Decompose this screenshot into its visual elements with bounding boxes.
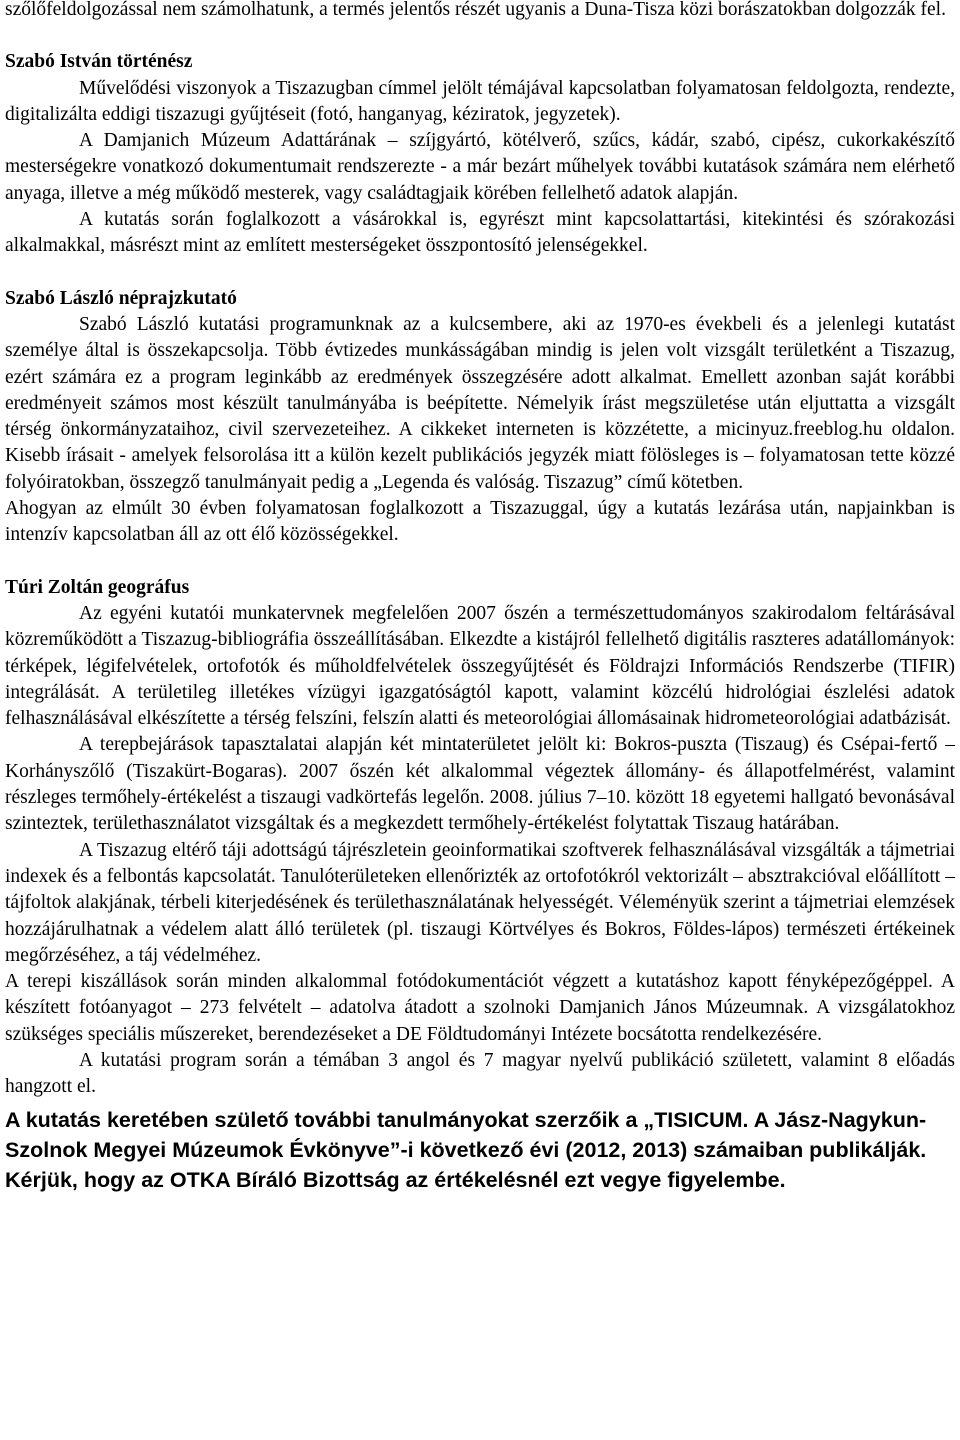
- paragraph: Az egyéni kutatói munkatervnek megfelelően 2007 őszén a természettudományos szakirodalom feltárásával közreműködött a Tiszazug-bibliográfia összeállításában. Elkezdte a kistájról fellelhető digitális raszteres adatállományok: térképek, légifelvételek, ortofotók és műholdfelvételek összegyűjtését és Földrajzi Információs Rendszerbe (TIFIR) integrálását. A területileg illetékes vízügyi igazgatóságtól kapott, valamint közcélú hidrológiai észlelési adatok felhasználásával elkészítette a térség felszíni, felszín alatti és meteorológiai állomásainak hidrometeorológiai adatbázisát.: [5, 602, 955, 730]
- paragraph: Művelődési viszonyok a Tiszazugban címmel jelölt témájával kapcsolatban folyamatosan feldolgozta, rendezte, digitalizálta eddigi tiszazugi gyűjtéseit (fotó, hanganyag, kéziratok, jegyzetek).: [5, 77, 955, 125]
- section-heading-turi-zoltan: Túri Zoltán geográfus: [5, 576, 190, 598]
- paragraph: A terepi kiszállások során minden alkalommal fotódokumentációt végzett a kutatáshoz kapott fényképezőgéppel. A készített fotóanyagot – 273 felvételt – adatolva átadott a szolnoki Damjanich János Múzeumnak. A vizsgálatokhoz szükséges speciális műszereket, berendezéseket a DE Földtudományi Intézete bocsátotta rendelkezésére.: [5, 971, 955, 1045]
- paragraph: A kutatási program során a témában 3 angol és 7 magyar nyelvű publikáció született, valamint 8 előadás hangzott el.: [5, 1049, 955, 1098]
- intro-paragraph: szőlőfeldolgozással nem számolhatunk, a termés jelentős részét ugyanis a Duna-Tisza közi borászatokban dolgozzák fel.: [5, 0, 946, 20]
- paragraph: A Damjanich Múzeum Adattárának – szíjgyártó, kötélverő, szűcs, kádár, szabó, cipész, cukorkakészítő mesterségekre vonatkozó dokumentumait rendszerezte - a már bezárt műhelyek további kutatások számára nem elérhető anyaga, illetve a még működő mesterek, vagy családtagjaik körében fellelhető adatok alapján.: [5, 130, 955, 204]
- section-heading-szabo-laszlo: Szabó László néprajzkutató: [5, 287, 237, 309]
- paragraph: A kutatás során foglalkozott a vásárokkal is, egyrészt mint kapcsolattartási, kitekintési és szórakozási alkalmakkal, másrészt mint az említett mesterségeket összpontosító jelenségekkel.: [5, 209, 955, 257]
- section-heading-szabo-istvan: Szabó István történész: [5, 51, 193, 73]
- closing-statement: A kutatás keretében születő további tanulmányokat szerzőik a „TISICUM. A Jász-Nagykun-Szolnok Megyei Múzeumok Évkönyve”-i következő évi (2012, 2013) számaiban publikálják. Kérjük, hogy az OTKA Bíráló Bizottság az értékelésnél ezt vegye figyelembe.: [5, 1107, 927, 1192]
- paragraph: A Tiszazug eltérő táji adottságú tájrészletein geoinformatikai szoftverek felhasználásával vizsgálták a tájmetriai indexek és a felbontás kapcsolatát. Tanulóterületeken ellenőrizték az ortofotókról vektorizált – absztrakcióval előállított – tájfoltok alakjának, térbeli kiterjedésének és területhasználatának helyességét. Véleményük szerint a tájmetriai elemzések hozzájárulhatnak a védelem alatt álló területek (pl. tiszaugi Körtvélyes és Bokros, Földes-lápos) természeti értékeinek megőrzéséhez, a táj védelméhez.: [5, 839, 955, 966]
- paragraph: Ahogyan az elmúlt 30 évben folyamatosan foglalkozott a Tiszazuggal, úgy a kutatás lezárása után, napjainkban is intenzív kapcsolatban áll az ott élő közösségekkel.: [5, 498, 955, 546]
- paragraph: Szabó László kutatási programunknak az a kulcsembere, aki az 1970-es évekbeli és a jelenlegi kutatást személye által is összekapcsolja. Több évtizedes munkásságában mindig is jelen volt vizsgált területként a Tiszazug, ezért számára ez a program leginkább az eredmények összegzésére adott alkalmat. Emellett azonban saját korábbi eredményeit számos most készült tanulmányába is beépítette. Némelyik írást megszületése után eljuttatta a vizsgált térség önkormányzataihoz, civil szervezeteihez. A cikkeket interneten is közzétette, a micinyuz.freeblog.hu oldalon. Kisebb írásait - amelyek felsorolása itt a külön kezelt publikációs jegyzék miatt fölösleges is – folyamatosan tette közzé folyóiratokban, összegző tanulmányait pedig a „Legenda és valóság. Tiszazug” című kötetben.: [5, 313, 955, 493]
- paragraph: A terepbejárások tapasztalatai alapján két mintaterületet jelölt ki: Bokros-puszta (Tiszaug) és Csépai-fertő – Korhányszőlő (Tiszakürt-Bogaras). 2007 őszén két alkalommal végeztek állomány- és állapotfelmérést, valamint részleges termőhely-értékelést a tiszaugi vadkörtefás legelőn. 2008. július 7–10. között 18 egyetemi hallgató bevonásával szinteztek, területhasználatot vizsgáltak és a megkezdett termőhely-értékelést folytattak Tiszaug határában.: [5, 734, 955, 835]
